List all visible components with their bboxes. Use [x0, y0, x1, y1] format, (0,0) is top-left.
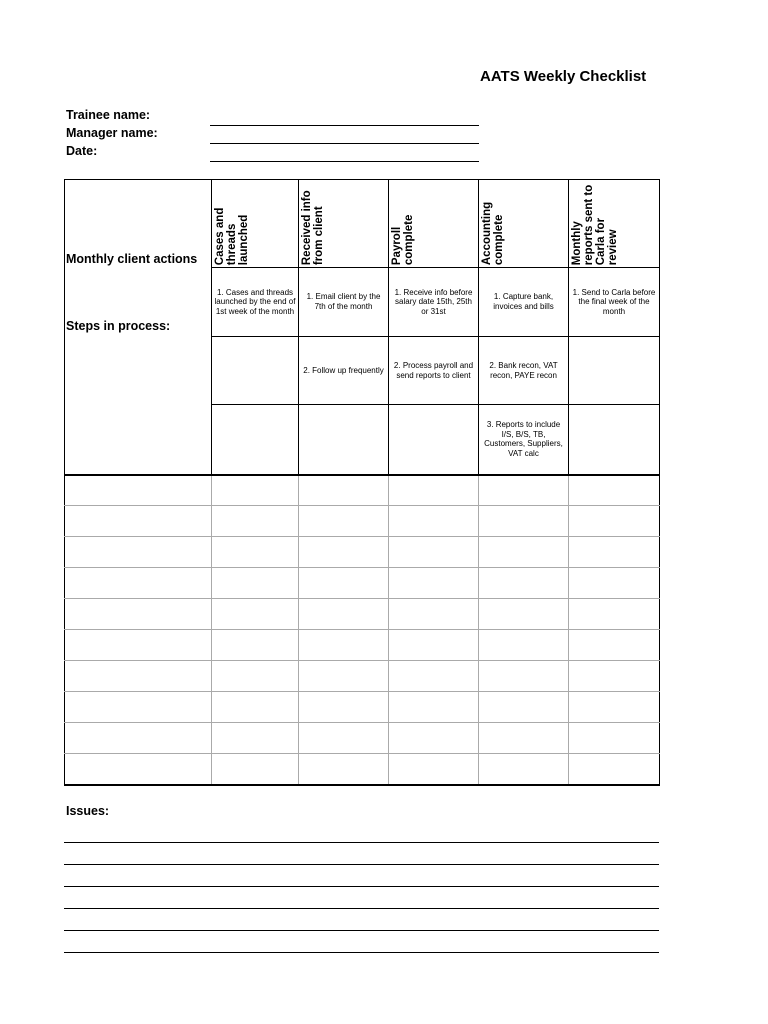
step-cell: 1. Email client by the 7th of the month [299, 268, 389, 337]
col-header-label: Received info from client [301, 190, 326, 265]
manager-name-label: Manager name: [66, 126, 158, 140]
table-row [65, 754, 660, 785]
col-header-accounting [479, 180, 569, 268]
step-cell: 1. Cases and threads launched by the end of 1st week of the month [212, 268, 299, 337]
col-header-cases [212, 180, 299, 268]
issues-line[interactable] [64, 952, 659, 953]
step-cell [299, 405, 389, 475]
trainee-name-field[interactable] [210, 125, 479, 126]
step-cell: 2. Follow up frequently [299, 337, 389, 405]
issues-line[interactable] [64, 842, 659, 843]
trainee-name-label: Trainee name: [66, 108, 151, 122]
step-cell [569, 337, 660, 405]
col-header-label: Accounting complete [481, 201, 506, 265]
table-row [65, 692, 660, 723]
manager-name-field[interactable] [210, 143, 479, 144]
date-label: Date: [66, 144, 98, 158]
table-row [65, 661, 660, 692]
step-cell: 1. Receive info before salary date 15th, 25th or 31st [389, 268, 479, 337]
col-header-label: Payroll complete [391, 214, 416, 265]
step-cell: 1. Capture bank, invoices and bills [479, 268, 569, 337]
issues-line[interactable] [64, 908, 659, 909]
col-header-label: Cases and threads launched [214, 207, 251, 265]
table-row [65, 630, 660, 661]
issues-line[interactable] [64, 886, 659, 887]
step-cell [212, 405, 299, 475]
step-cell [569, 405, 660, 475]
table-row [65, 568, 660, 599]
issues-label: Issues: [66, 804, 110, 818]
monthly-client-actions-label: Monthly client actions [66, 252, 198, 266]
col-header-received [299, 180, 389, 268]
steps-in-process-label: Steps in process: [66, 319, 171, 333]
table-row [65, 723, 660, 754]
page-title: AATS Weekly Checklist [480, 68, 647, 85]
step-cell [212, 337, 299, 405]
issues-line[interactable] [64, 930, 659, 931]
step-cell [389, 405, 479, 475]
checklist-table [64, 179, 660, 786]
table-row [65, 506, 660, 537]
step-cell: 3. Reports to include I/S, B/S, TB, Customers, Suppliers, VAT calc [479, 405, 569, 475]
step-cell: 2. Bank recon, VAT recon, PAYE recon [479, 337, 569, 405]
col-header-reports [569, 180, 660, 268]
table-row [65, 475, 660, 506]
table-row [65, 537, 660, 568]
step-cell: 2. Process payroll and send reports to client [389, 337, 479, 405]
step-cell: 1. Send to Carla before the final week of the month [569, 268, 660, 337]
date-field[interactable] [210, 161, 479, 162]
issues-line[interactable] [64, 864, 659, 865]
col-header-label: Monthly reports sent to Carla for review [571, 184, 620, 265]
table-row [65, 599, 660, 630]
col-header-payroll [389, 180, 479, 268]
